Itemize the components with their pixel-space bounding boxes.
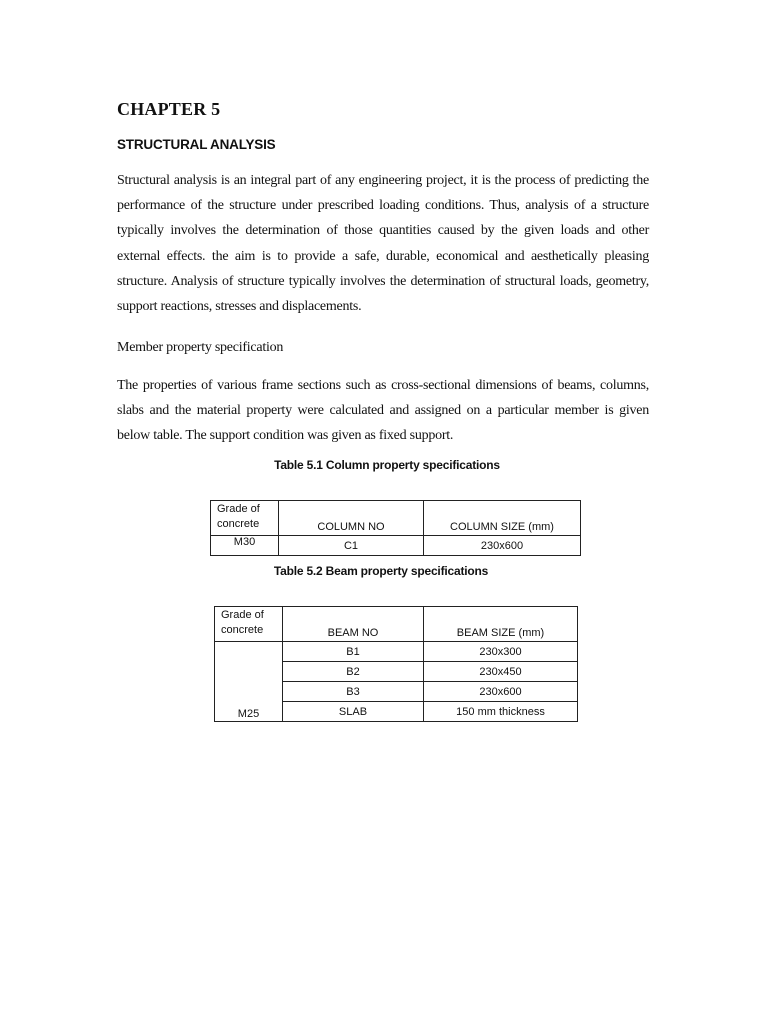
cell-beam-no: B1 [283,642,424,662]
subheading: Member property specification [117,340,284,355]
header-column-size: COLUMN SIZE (mm) [424,501,581,536]
table-header-row [215,607,578,642]
properties-paragraph: The properties of various frame sections such as cross-sectional dimensions of beams, columns, slabs and the material property were calculated and assigned on a particular member is given below table. The support condition was given as fixed support. [117,378,649,444]
header-column-no: COLUMN NO [279,501,424,536]
column-property-table [210,500,581,556]
table-header-row [211,501,581,536]
intro-paragraph: Structural analysis is an integral part of any engineering project, it is the process of predicting the performance of the structure under prescribed loading conditions. Thus, analysis of a structure typically involves the determination of those quantities caused by the given loads and other external effects. the aim is to provide a safe, durable, economical and aesthetically pleasing structure. Analysis of structure typically involves the determination of structural loads, geometry, support reactions, stresses and displacements. [117,173,649,315]
cell-beam-size: 230x300 [424,642,578,662]
cell-beam-size: 230x450 [424,662,578,682]
table-row [211,536,581,556]
beam-property-table [214,606,578,722]
cell-column-size: 230x600 [424,536,581,556]
cell-grade: M25 [215,642,283,722]
table-row [215,642,578,662]
cell-beam-no: B3 [283,682,424,702]
cell-column-no: C1 [279,536,424,556]
section-title: STRUCTURAL ANALYSIS [117,137,276,152]
header-grade: Grade of concrete [215,607,283,642]
cell-beam-no: B2 [283,662,424,682]
cell-beam-no: SLAB [283,702,424,722]
table1-caption: Table 5.1 Column property specifications [274,458,500,472]
header-beam-size: BEAM SIZE (mm) [424,607,578,642]
cell-grade: M30 [211,536,279,556]
table2-caption: Table 5.2 Beam property specifications [273,564,489,578]
header-beam-no: BEAM NO [283,607,424,642]
header-grade: Grade of concrete [211,501,279,536]
cell-beam-size: 230x600 [424,682,578,702]
chapter-heading: CHAPTER 5 [117,99,221,119]
cell-beam-size: 150 mm thickness [424,702,578,722]
